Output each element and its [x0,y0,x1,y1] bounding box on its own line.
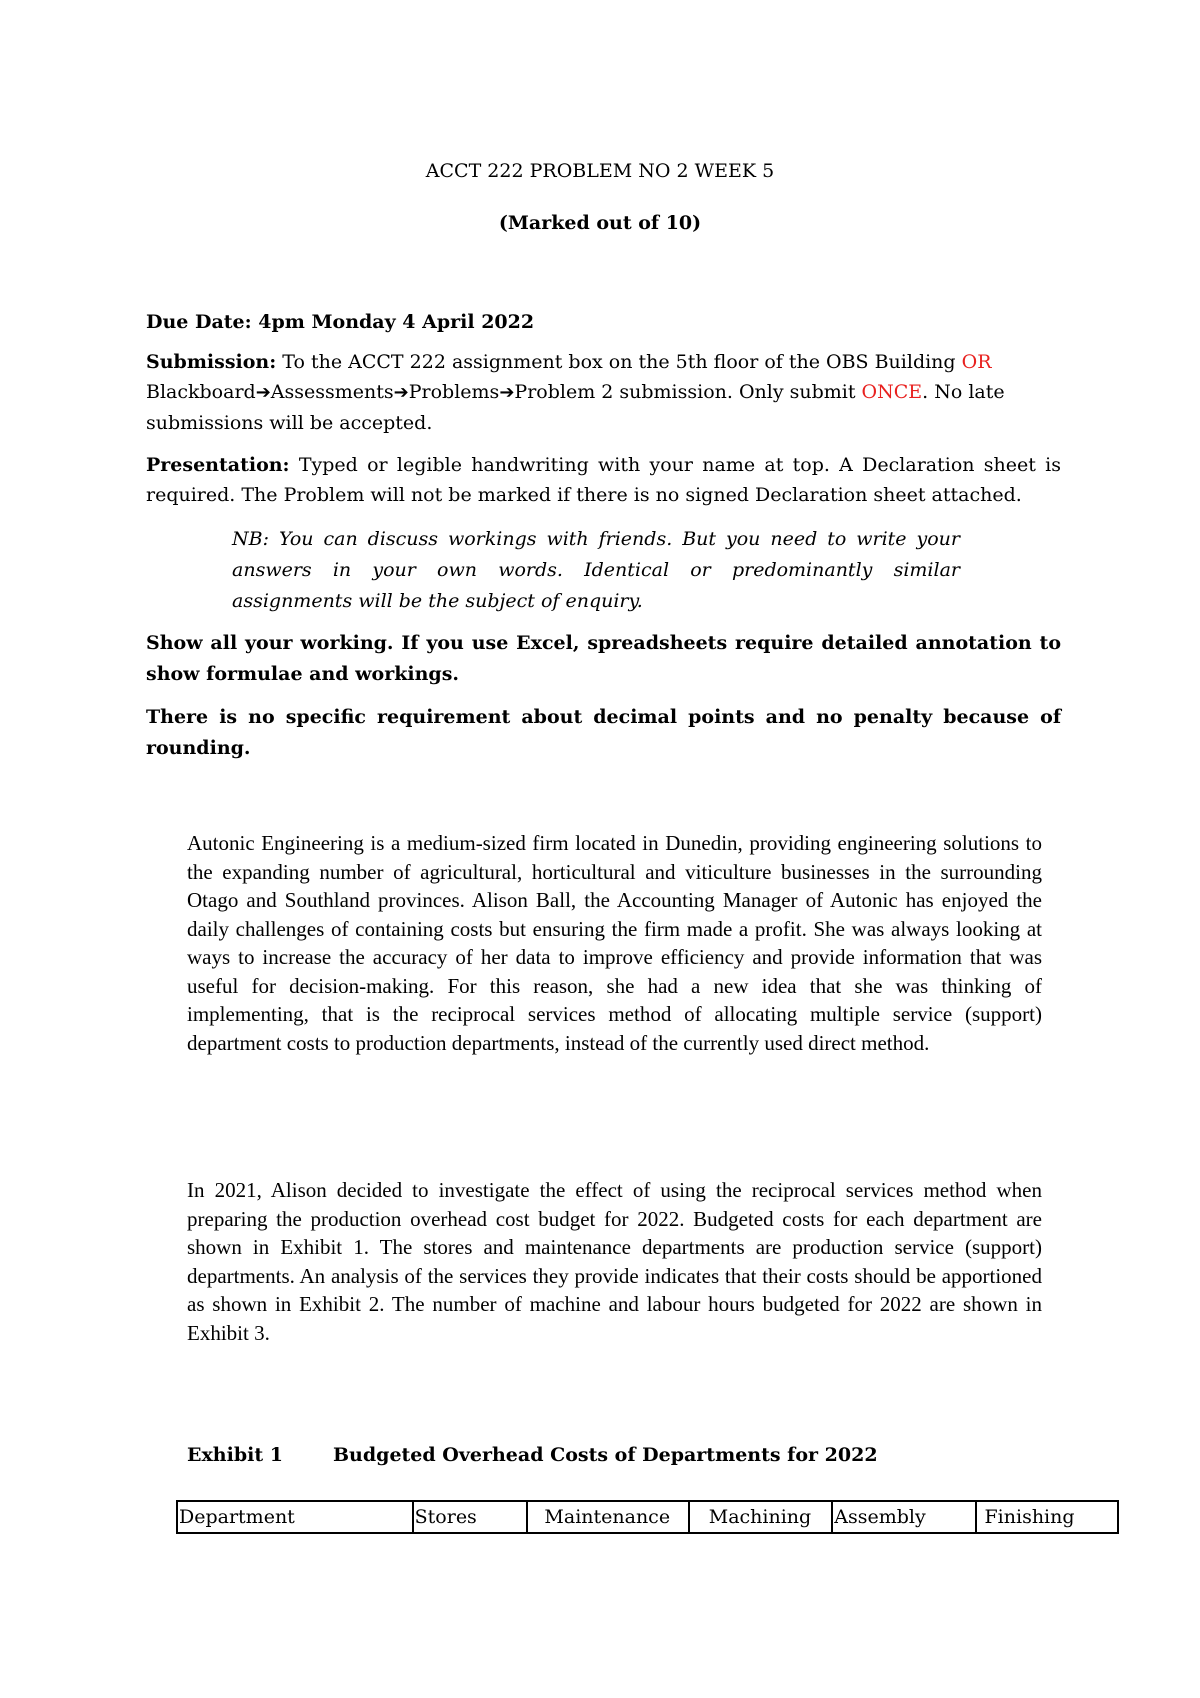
submission-late: . No late submissions will be accepted. [146,381,1005,434]
rounding-note: There is no specific requirement about decimal points and no penalty because of rounding. [146,706,1061,759]
table-header-row [177,1501,1118,1533]
department-table [176,1500,1119,1534]
table-header-cell: Maintenance [527,1501,689,1533]
submission-once: ONCE [861,381,923,403]
path-problem2: Problem 2 submission. Only submit [514,381,862,403]
presentation-paragraph [146,450,1061,510]
submission-label: Submission: [146,351,277,373]
exhibit1-title: Budgeted Overhead Costs of Departments for 2022 [333,1444,878,1466]
arrow-right-icon: ➔ [499,382,515,403]
due-date: Due Date: 4pm Monday 4 April 2022 [146,311,535,333]
case-paragraph-2: In 2021, Alison decided to investigate the effect of using the reciprocal services method when preparing the production overhead cost budget for 2022. Budgeted costs for each department are shown in Exhibit 1. The stores and maintenance departments are production service (support) departments. An analysis of the services they provide indicates that their costs should be apportioned as shown in Exhibit 2. The number of machine and labour hours budgeted for 2022 are shown in Exhibit 3. [187,1178,1042,1345]
nb-note: NB: You can discuss workings with friends. But you need to write your answers in your own words. Identical or predominantly similar assignments will be the subject of enquiry. [232,528,960,612]
submission-or: OR [961,351,992,373]
table-header-cell: Department [177,1501,413,1533]
document-title: ACCT 222 PROBLEM NO 2 WEEK 5 [425,160,775,182]
arrow-right-icon: ➔ [255,382,271,403]
show-working-note: Show all your working. If you use Excel, spreadsheets require detailed annotation to show formulae and workings. [146,632,1061,685]
exhibit1-label: Exhibit 1 [187,1444,283,1466]
table-header-cell: Finishing [976,1501,1119,1533]
path-problems: Problems [408,381,500,403]
submission-paragraph [146,347,1061,438]
arrow-right-icon: ➔ [393,382,409,403]
presentation-text: Typed or legible handwriting with your name at top. A Declaration sheet is required. The Problem will not be marked if there is no signed Declaration sheet attached. [146,454,1061,506]
table-header-cell: Machining [689,1501,833,1533]
path-assessments: Assessments [270,381,394,403]
case-paragraph-1: Autonic Engineering is a medium-sized firm located in Dunedin, providing engineering solutions to the expanding number of agricultural, horticultural and viticulture businesses in the surrounding Otago and Southland provinces. Alison Ball, the Accounting Manager of Autonic has enjoyed the daily challenges of containing costs but ensuring the firm made a profit. She was always looking at ways to increase the accuracy of her data to improve efficiency and provide information that was useful for decision-making. For this reason, she had a new idea that she was thinking of implementing, that is the reciprocal services method of allocating multiple service (support) department costs to production departments, instead of the currently used direct method. [187,831,1042,1055]
presentation-label: Presentation: [146,454,290,476]
submission-text: To the ACCT 222 assignment box on the 5th floor of the OBS Building [276,351,962,373]
document-subtitle: (Marked out of 10) [498,212,702,234]
path-blackboard: Blackboard [146,381,256,403]
table-header-cell: Stores [413,1501,527,1533]
table-header-cell: Assembly [832,1501,975,1533]
